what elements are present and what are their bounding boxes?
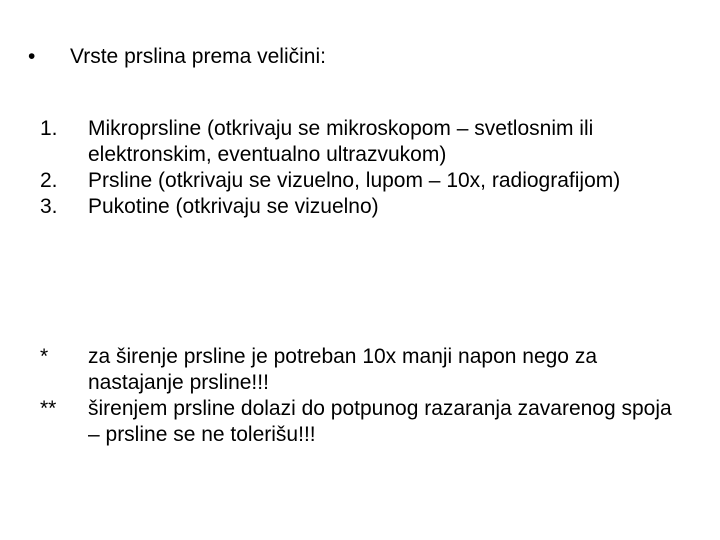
list-item [40, 168, 680, 194]
notes-list [40, 344, 680, 448]
note-text: za širenje prsline je potreban 10x manji napon nego za nastajanje prsline!!! [88, 345, 597, 394]
note-item [40, 396, 680, 448]
list-item [40, 194, 680, 220]
note-mark: * [40, 345, 49, 368]
list-item-number: 2. [40, 169, 58, 192]
list-item-number: 3. [40, 195, 58, 218]
list-item [40, 116, 680, 168]
heading-bullet-line [28, 44, 326, 70]
list-item-text: Mikroprsline (otkrivaju se mikroskopom – svetlosnim ili elektronskim, eventualno ultrazvukom) [88, 117, 594, 166]
bullet-icon: • [28, 45, 36, 68]
list-item-text: Prsline (otkrivaju se vizuelno, lupom – 10x, radiografijom) [88, 169, 621, 192]
list-item-text: Pukotine (otkrivaju se vizuelno) [88, 195, 379, 218]
note-text: širenjem prsline dolazi do potpunog razaranja zavarenog spoja – prsline se ne tolerišu!!! [88, 397, 672, 446]
numbered-list [40, 116, 680, 220]
note-mark: ** [40, 397, 57, 420]
note-item [40, 344, 680, 396]
list-item-number: 1. [40, 117, 58, 140]
heading-text: Vrste prslina prema veličini: [70, 45, 326, 68]
